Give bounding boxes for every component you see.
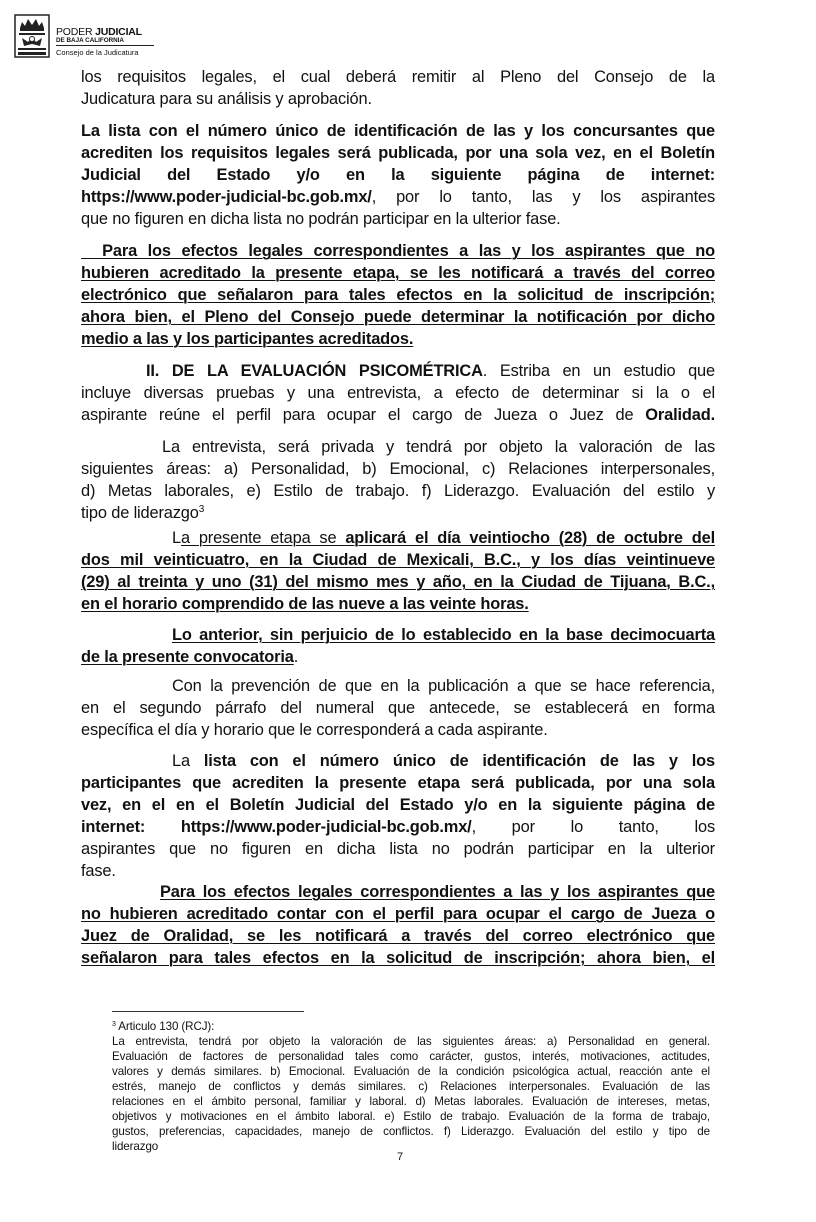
paragraph-line: participantes que acrediten la presente etapa será publicada, por una sola: [81, 774, 715, 792]
paragraph-line: de la presente convocatoria.: [81, 648, 299, 666]
paragraph-line: Judicial del Estado y/o en la siguiente página de internet:: [81, 166, 715, 184]
footnote-line: gustos, preferencias, capacidades, manejo de conflictos. f) Liderazgo. Evaluación del estilo y tipo de: [112, 1125, 710, 1138]
paragraph-line: incluye diversas pruebas y una entrevista, a efecto de determinar si la o el: [81, 384, 715, 402]
paragraph-line: los requisitos legales, el cual deberá remitir al Pleno del Consejo de la: [81, 68, 715, 86]
paragraph-line: que no figuren en dicha lista no podrán participar en la ulterior fase.: [81, 210, 561, 228]
paragraph-line: La lista con el número único de identificación de las y los: [172, 752, 715, 770]
document-header: [14, 14, 204, 58]
paragraph-line: https://www.poder-judicial-bc.gob.mx/, por lo tanto, las y los aspirantes: [81, 188, 715, 206]
paragraph-line: (29) al treinta y uno (31) del mismo mes y año, en la Ciudad de Tijuana, B.C.,: [81, 573, 715, 591]
paragraph-line: Judicatura para su análisis y aprobación.: [81, 90, 372, 108]
paragraph-line: siguientes áreas: a) Personalidad, b) Emocional, c) Relaciones interpersonales,: [81, 460, 715, 478]
page-number: 7: [396, 1151, 404, 1163]
paragraph-line: específica el día y horario que le corresponderá a cada aspirante.: [81, 721, 548, 739]
paragraph-line: Juez de Oralidad, se les notificará a través del correo electrónico que: [81, 927, 715, 945]
paragraph-line: señalaron para tales efectos en la solicitud de inscripción; ahora bien, el: [81, 949, 715, 967]
footnote-line: relaciones en el ámbito personal, familiar y laboral. d) Metas laborales. Evaluación de intereses, metas,: [112, 1095, 710, 1108]
logo-divider: [56, 45, 154, 46]
footnote-line: valores y demás similares. b) Emocional. Evaluación de la condición psicológica actual, reacción ante el: [112, 1065, 710, 1078]
paragraph-line: tipo de liderazgo$^3$: [81, 504, 205, 522]
paragraph-line: La entrevista, será privada y tendrá por objeto la valoración de las: [162, 438, 715, 456]
footnote-line: Evaluación de factores de personalidad tales como carácter, gustos, interés, motivaciones, actitudes,: [112, 1050, 710, 1063]
paragraph-line: Para los efectos legales correspondientes a las y los aspirantes que no: [102, 242, 715, 260]
logo-title: PODER JUDICIAL: [56, 26, 142, 38]
footnote-line: liderazgo: [112, 1140, 159, 1153]
section-heading: II. DE LA EVALUACIÓN PSICOMÉTRICA: [146, 362, 483, 380]
footnote-divider: [112, 1011, 304, 1012]
paragraph-line: en el horario comprendido de las nueve a las veinte horas.: [81, 595, 529, 613]
paragraph-line: aspirantes que no figuren en dicha lista no podrán participar en la ulterior: [81, 840, 715, 858]
paragraph-line: vez, en el en el Boletín Judicial del Estado y/o en la siguiente página de: [81, 796, 715, 814]
footnote-reference[interactable]: 3: [198, 504, 205, 515]
paragraph-line: La presente etapa se aplicará el día veintiocho (28) de octubre del: [172, 529, 716, 547]
paragraph-line: aspirante reúne el perfil para ocupar el cargo de Jueza o Juez de Oralidad.: [81, 406, 715, 424]
judicial-emblem-icon: [14, 14, 50, 58]
url-link[interactable]: internet: https://www.poder-judicial-bc.gob.mx/: [81, 818, 472, 836]
footnote-line: La entrevista, tendrá por objeto la valoración de las siguientes áreas: a) Personalidad en general.: [112, 1035, 710, 1048]
paragraph-line: hubieren acreditado la presente etapa, se les notificará a través del correo: [81, 264, 715, 282]
paragraph-line: dos mil veinticuatro, en la Ciudad de Mexicali, B.C., y los días veintinueve: [81, 551, 715, 569]
paragraph-line: electrónico que señalaron para tales efectos en la solicitud de inscripción;: [81, 286, 715, 304]
paragraph-line: fase.: [81, 862, 116, 880]
footnote-line: objetivos y motivaciones en el ámbito laboral. e) Estilo de trabajo. Evaluación de la forma de trabajo,: [112, 1110, 710, 1123]
footnote-line: estrés, manejo de conflictos y demás similares. c) Relaciones interpersonales. Evaluación de las: [112, 1080, 710, 1093]
url-link[interactable]: https://www.poder-judicial-bc.gob.mx/: [81, 188, 372, 206]
footnote-title: $^3$ Articulo 130 (RCJ):: [112, 1020, 215, 1033]
paragraph-line: acrediten los requisitos legales será publicada, por una sola vez, en el Boletín: [81, 144, 715, 162]
paragraph-line: d) Metas laborales, e) Estilo de trabajo. f) Liderazgo. Evaluación del estilo y: [81, 482, 715, 500]
paragraph-line: en el segundo párrafo del numeral que antecede, se establecerá en forma: [81, 699, 715, 717]
paragraph-line: La lista con el número único de identificación de las y los concursantes que: [81, 122, 715, 140]
paragraph-line: medio a las y los participantes acreditados.: [81, 330, 414, 348]
paragraph-line: Para los efectos legales correspondientes a las y los aspirantes que: [160, 883, 715, 901]
section-heading-line: II. DE LA EVALUACIÓN PSICOMÉTRICA. Estriba en un estudio que: [146, 362, 715, 380]
logo-council: Consejo de la Judicatura: [56, 48, 139, 57]
logo-subtitle: DE BAJA CALIFORNIA: [56, 37, 124, 44]
paragraph-line: Con la prevención de que en la publicación a que se hace referencia,: [172, 677, 715, 695]
paragraph-line: Lo anterior, sin perjuicio de lo establecido en la base decimocuarta: [172, 626, 715, 644]
paragraph-line: no hubieren acreditado contar con el perfil para ocupar el cargo de Jueza o: [81, 905, 715, 923]
paragraph-line: ahora bien, el Pleno del Consejo puede determinar la notificación por dicho: [81, 308, 715, 326]
paragraph-line: internet: https://www.poder-judicial-bc.gob.mx/, por lo tanto, los: [81, 818, 715, 836]
